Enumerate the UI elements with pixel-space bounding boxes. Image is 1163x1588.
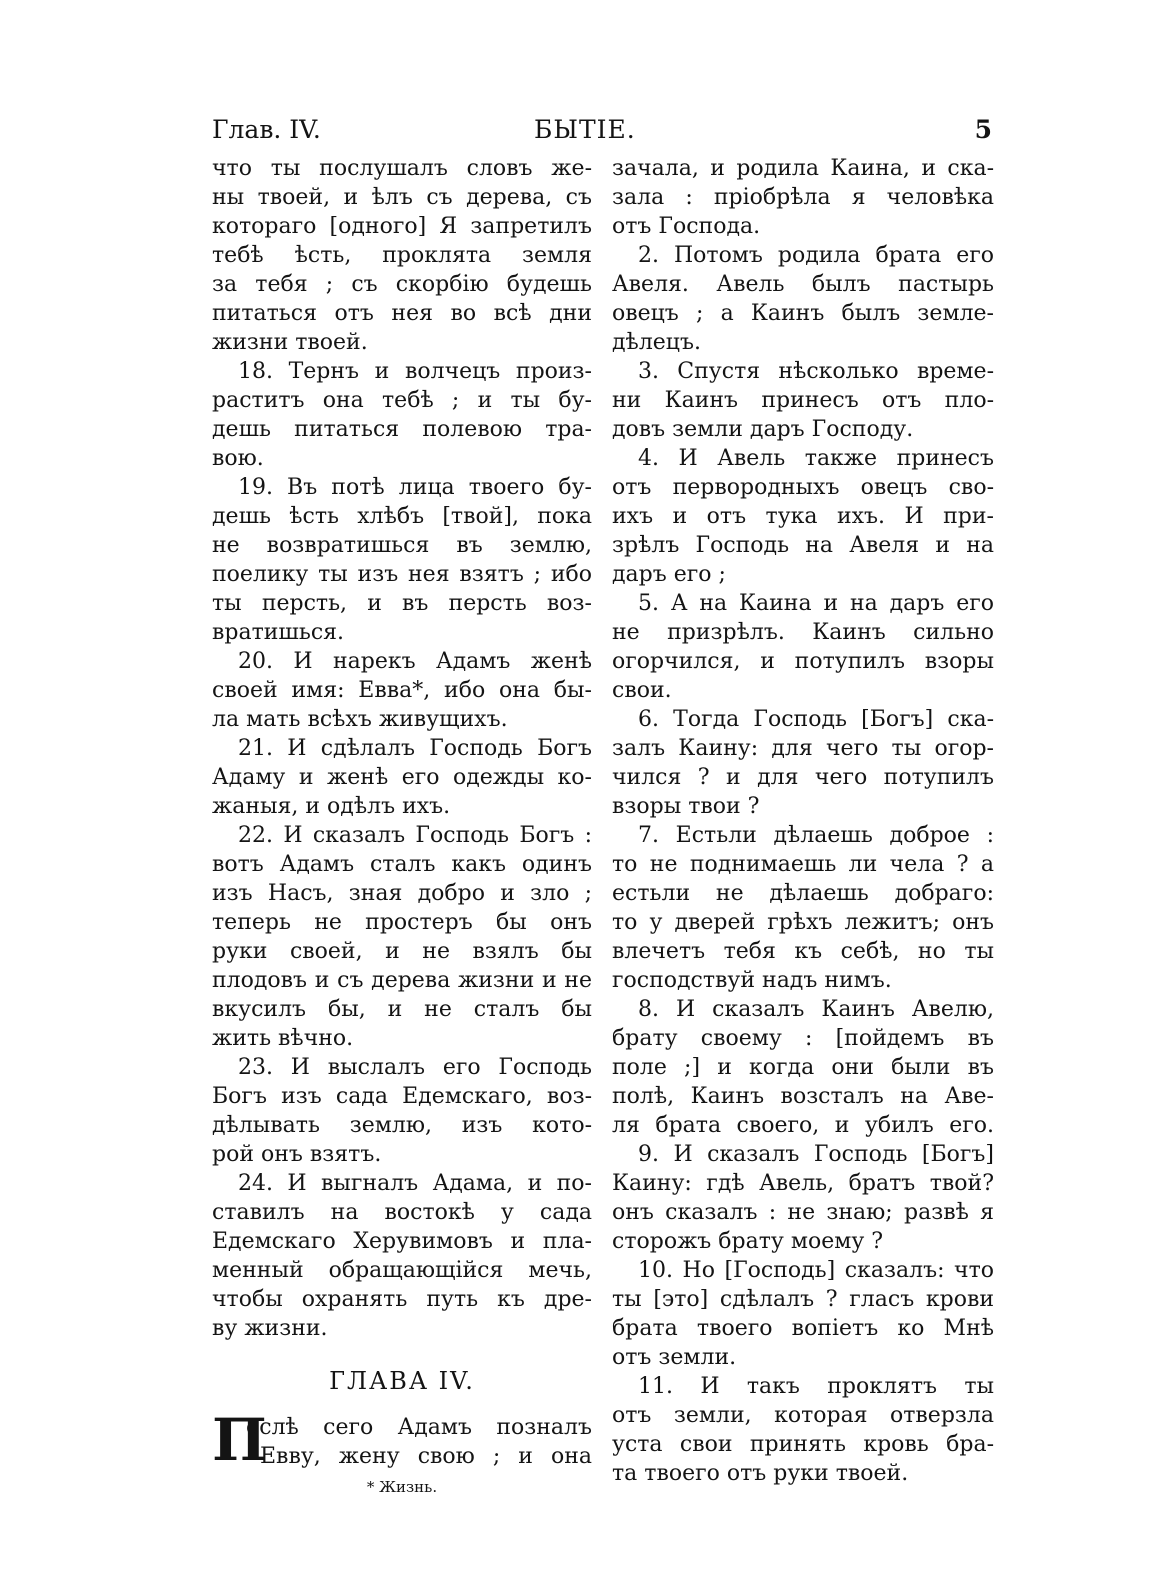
text-line: сторожъ брату моему ? <box>612 1229 884 1254</box>
text-line: жить вѣчно. <box>212 1026 354 1051</box>
text-line: полѣ, Каинъ возсталъ на Аве- <box>612 1084 994 1109</box>
text-line: теперь не простеръ бы онъ <box>212 910 592 935</box>
drop-cap: П <box>212 1406 267 1474</box>
running-header <box>212 115 992 155</box>
verse-start: 22. И сказалъ Господь Богъ : <box>238 823 592 848</box>
verse-start: 11. И такъ проклятъ ты <box>638 1374 994 1399</box>
verse-start: 9. И сказалъ Господь [Богъ] <box>638 1142 994 1167</box>
text-line: естьли не дѣлаешь добраго: <box>612 881 994 906</box>
text-line: овецъ ; а Каинъ былъ земле- <box>612 301 994 326</box>
text-line: поле ;] и когда они были въ <box>612 1055 994 1080</box>
footnote: * Жизнь. <box>366 1478 438 1496</box>
text-line: зала : пріобрѣла я человѣка <box>612 185 994 210</box>
left-column <box>212 154 592 1502</box>
text-line: жизни твоей. <box>212 330 368 355</box>
verse-start: 3. Спустя нѣсколько време- <box>638 359 994 384</box>
chapter-heading: ГЛАВА IV. <box>329 1367 475 1395</box>
header-page-number: 5 <box>974 115 992 144</box>
text-line: ставилъ на востокѣ у сада <box>212 1200 592 1225</box>
text-line: влечетъ тебя къ себѣ, но ты <box>612 939 994 964</box>
verse-start: 18. Тернъ и волчецъ произ- <box>238 359 592 384</box>
text-line: поелику ты изъ нея взятъ ; ибо <box>212 562 592 587</box>
text-line: отъ первородныхъ овецъ сво- <box>612 475 994 500</box>
text-line: ву жизни. <box>212 1316 328 1341</box>
chapter-opening <box>212 1406 592 1474</box>
verse-start: 24. И выгналъ Адама, и по- <box>238 1171 592 1196</box>
text-line: ослѣ сего Адамъ позналъ <box>246 1415 592 1440</box>
text-line: та твоего отъ руки твоей. <box>612 1461 909 1486</box>
verse-start: 4. И Авель также принесъ <box>638 446 994 471</box>
text-line: котораго [одного] Я запретилъ <box>212 214 592 239</box>
text-line: отъ Господа. <box>612 214 761 239</box>
text-line: свои. <box>612 678 672 703</box>
text-line: залъ Каину: для чего ты огор- <box>612 736 994 761</box>
text-line: ихъ и отъ тука ихъ. И при- <box>612 504 994 529</box>
text-line: даръ его ; <box>612 562 726 587</box>
text-line: не призрѣлъ. Каинъ сильно <box>612 620 994 645</box>
text-line: Едемскаго Херувимовъ и пла- <box>212 1229 592 1254</box>
verse-start: 19. Въ потѣ лица твоего бу- <box>238 475 592 500</box>
text-line: зачала, и родила Каина, и ска- <box>612 156 994 181</box>
text-line: дѣлывать землю, изъ кото- <box>212 1113 592 1138</box>
text-line: вотъ Адамъ сталъ какъ одинъ <box>212 852 592 877</box>
text-line: взоры твои ? <box>612 794 760 819</box>
text-line: огорчился, и потупилъ взоры <box>612 649 994 674</box>
text-line: брату своему : [пойдемъ въ <box>612 1026 994 1051</box>
header-book-title: БЫТІЕ. <box>534 115 636 144</box>
text-line: вратишься. <box>212 620 345 645</box>
verse-start: 7. Естьли дѣлаешь доброе : <box>638 823 994 848</box>
text-line: раститъ она тебѣ ; и ты бу- <box>212 388 592 413</box>
text-line: чтобы охранять путь къ дре- <box>212 1287 592 1312</box>
text-line: ты персть, и въ персть воз- <box>212 591 592 616</box>
text-line: питаться отъ нея во всѣ дни <box>212 301 592 326</box>
verse-start: 2. Потомъ родила брата его <box>638 243 994 268</box>
text-line: ни Каинъ принесъ отъ пло- <box>612 388 994 413</box>
text-line: отъ земли, которая отверзла <box>612 1403 994 1428</box>
text-line: брата твоего вопіетъ ко Мнѣ <box>612 1316 994 1341</box>
verse-start: 8. И сказалъ Каинъ Авелю, <box>638 997 994 1022</box>
text-line: Авеля. Авель былъ пастырь <box>612 272 994 297</box>
text-line: что ты послушалъ словъ же- <box>212 156 592 181</box>
text-line: то не поднимаешь ли чела ? а <box>612 852 994 877</box>
text-line: дешь ѣсть хлѣбъ [твой], пока <box>212 504 592 529</box>
text-line: своей имя: Евва*, ибо она бы- <box>212 678 592 703</box>
text-line: плодовъ и съ дерева жизни и не <box>212 968 592 993</box>
text-line: за тебя ; съ скорбію будешь <box>212 272 592 297</box>
text-line: дешь питаться полевою тра- <box>212 417 592 442</box>
verse-start: 6. Тогда Господь [Богъ] ска- <box>638 707 994 732</box>
text-line: ля брата своего, и убилъ его. <box>612 1113 994 1138</box>
text-line: рой онъ взятъ. <box>212 1142 382 1167</box>
verse-start: 5. А на Каина и на даръ его <box>638 591 994 616</box>
verse-start: 23. И выслалъ его Господь <box>238 1055 592 1080</box>
text-line: руки своей, и не взялъ бы <box>212 939 592 964</box>
text-line: то у дверей грѣхъ лежитъ; онъ <box>612 910 994 935</box>
text-line: зрѣлъ Господь на Авеля и на <box>612 533 994 558</box>
verse-start: 10. Но [Господь] сказалъ: что <box>638 1258 994 1283</box>
text-line: чился ? и для чего потупилъ <box>612 765 994 790</box>
text-line: довъ земли даръ Господу. <box>612 417 914 442</box>
text-line: ла мать всѣхъ живущихъ. <box>212 707 508 732</box>
text-line: дѣлецъ. <box>612 330 701 355</box>
text-line: отъ земли. <box>612 1345 737 1370</box>
text-line: Богъ изъ сада Едемскаго, воз- <box>212 1084 592 1109</box>
text-line: Евву, жену свою ; и она <box>260 1444 592 1469</box>
text-line: уста свои принять кровь бра- <box>612 1432 994 1457</box>
text-line: онъ сказалъ : не знаю; развѣ я <box>612 1200 994 1225</box>
text-line: вкусилъ бы, и не сталъ бы <box>212 997 592 1022</box>
text-line: жаныя, и одѣлъ ихъ. <box>212 794 451 819</box>
text-line: Адаму и женѣ его одежды ко- <box>212 765 592 790</box>
text-line: вою. <box>212 446 264 471</box>
text-line: ты [это] сдѣлалъ ? гласъ крови <box>612 1287 994 1312</box>
header-chapter: Глав. IV. <box>212 115 321 144</box>
text-line: Каину: гдѣ Авель, братъ твой? <box>612 1171 994 1196</box>
verse-start: 21. И сдѣлалъ Господь Богъ <box>238 736 592 761</box>
verse-start: 20. И нарекъ Адамъ женѣ <box>238 649 592 674</box>
text-line: не возвратишься въ землю, <box>212 533 592 558</box>
right-column <box>612 154 994 1488</box>
text-line: тебѣ ѣсть, проклята земля <box>212 243 592 268</box>
text-line: изъ Насъ, зная добро и зло ; <box>212 881 592 906</box>
text-line: менный обращающійся мечь, <box>212 1258 592 1283</box>
text-line: господствуй надъ нимъ. <box>612 968 892 993</box>
text-line: ны твоей, и ѣлъ съ дерева, съ <box>212 185 592 210</box>
